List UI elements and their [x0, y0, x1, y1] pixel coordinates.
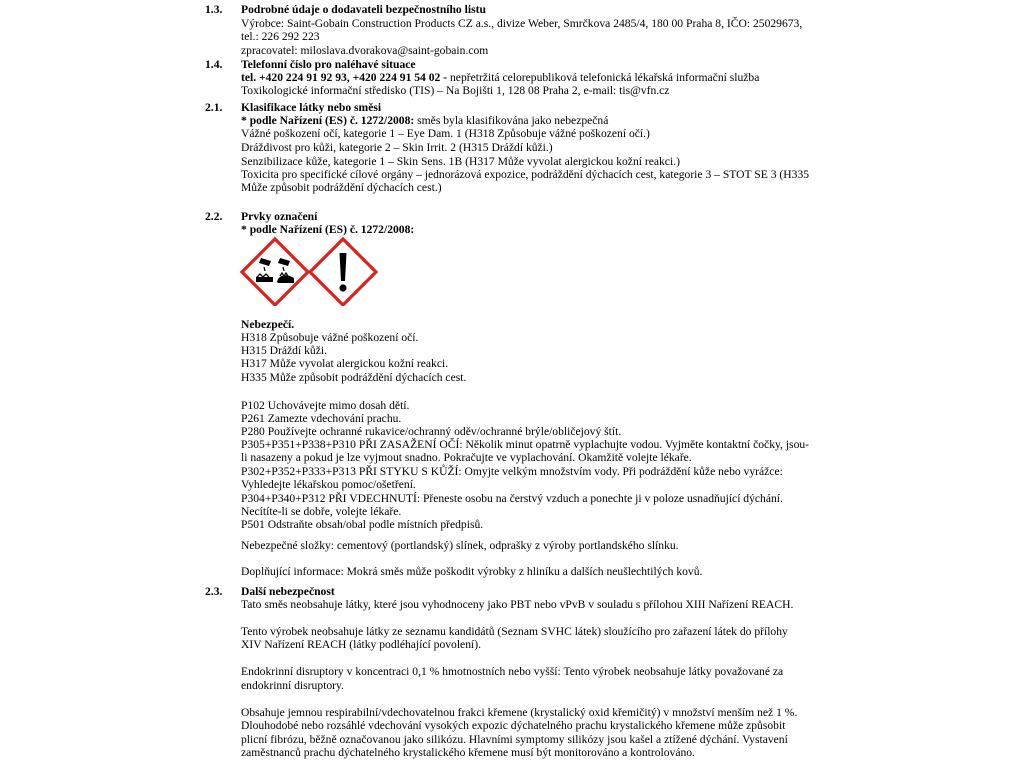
- classification-line: Dráždivost pro kůži, kategorie 2 – Skin Irrit. 2 (H315 Dráždí kůži.): [241, 141, 553, 154]
- section-title-2-2: Prvky označení: [241, 210, 318, 223]
- silica-line: plicní fibrózu, běžně označovanou jako silikózu. Hlavními symptomy silikózy jsou kašel a ztížené dýchání. Vystavení: [241, 733, 788, 746]
- classification-regulation: [241, 115, 608, 128]
- endocrine-line: Endokrinní disruptory v koncentraci 0,1 % hmotnostních nebo vyšší: Tento výrobek neobsahuje látky považované za: [241, 665, 784, 678]
- ghs-pictograms: [240, 236, 378, 306]
- classification-line: Senzibilizace kůže, kategorie 1 – Skin Sens. 1B (H317 Může vyvolat alergickou kožní reakci.): [241, 155, 680, 168]
- p-statement: li nasazeny a pokud je lze vyjmout snadno. Pokračujte ve vyplachování. Okamžitě volejte lékaře.: [241, 451, 692, 464]
- signal-word: Nebezpečí.: [241, 318, 295, 331]
- silica-line: zaměstnanců prachu dýchatelného krystalického křemene musí být monitorováno a kontrolováno.: [241, 746, 695, 759]
- h-statement: H317 Může vyvolat alergickou kožní reakci.: [241, 357, 449, 370]
- regulation-desc: směs byla klasifikována jako nebezpečná: [414, 114, 609, 127]
- h-statement: H315 Dráždí kůži.: [241, 344, 327, 357]
- h-statement: H335 Může způsobit podráždění dýchacích cest.: [241, 371, 467, 384]
- corrosion-icon: [242, 239, 308, 305]
- tis-info: Toxikologické informační středisko (TIS) – Na Bojišti 1, 128 08 Praha 2, e-mail: tis@vfn.cz: [241, 84, 670, 97]
- svhc-line: Tento výrobek neobsahuje látky ze seznamu kandidátů (Seznam SVHC látek) sloužícího pro zařazení látek do přílohy: [241, 625, 788, 638]
- silica-line: Dlouhodobé nebo rozsáhlé vdechování vysokých expozic dýchatelného prachu krystalického křemene může způsobit: [241, 719, 786, 732]
- classification-line: Vážné poškození očí, kategorie 1 – Eye Dam. 1 (H318 Způsobuje vážné poškození očí.): [241, 127, 650, 140]
- section-number-1-3: 1.3.: [205, 3, 223, 16]
- p-statement: P501 Odstraňte obsah/obal podle místních předpisů.: [241, 518, 484, 531]
- section-title-2-1: Klasifikace látky nebo směsi: [241, 101, 382, 114]
- supplier-line-2: tel.: 226 292 223: [241, 30, 320, 43]
- h-statement: H318 Způsobuje vážné poškození očí.: [241, 331, 419, 344]
- section-number-1-4: 1.4.: [205, 58, 223, 71]
- p-statement: P302+P352+P333+P313 PŘI STYKU S KŮŽÍ: Omyjte velkým množstvím vody. Při podráždění kůže nebo vyrážce:: [241, 465, 783, 478]
- section-number-2-2: 2.2.: [205, 210, 223, 223]
- regulation-ref: * podle Nařízení (ES) č. 1272/2008:: [241, 114, 415, 127]
- p-statement: P304+P340+P312 PŘI VDECHNUTÍ: Přeneste osobu na čerstvý vzduch a ponechte ji v poloze usnadňující dýchání.: [241, 492, 783, 505]
- section-title-1-3: Podrobné údaje o dodavateli bezpečnostního listu: [241, 3, 486, 16]
- p-statement: P102 Uchovávejte mimo dosah dětí.: [241, 399, 410, 412]
- supplier-line-1: Výrobce: Saint-Gobain Construction Products CZ a.s., divize Weber, Smrčkova 2485/4, 180 00 Praha 8, IČO: 25029673,: [241, 17, 803, 30]
- hazardous-components: Nebezpečné složky: cementový (portlandský) slínek, odprašky z výroby portlandského slínku.: [241, 539, 679, 552]
- p-statement: Necítíte-li se dobře, volejte lékaře.: [241, 505, 402, 518]
- section-title-1-4: Telefonní číslo pro naléhavé situace: [241, 58, 416, 71]
- pbt-statement: Tato směs neobsahuje látky, které jsou vyhodnoceny jako PBT nebo vPvB v souladu s přílohou XIII Nařízení REACH.: [241, 598, 794, 611]
- emergency-phones: [241, 72, 759, 85]
- silica-line: Obsahuje jemnou respirabilní/vdechovatelnou frakci křemene (krystalický oxid křemičitý) v množství menším než 1 %.: [241, 706, 798, 719]
- p-statement: P261 Zamezte vdechování prachu.: [241, 412, 402, 425]
- p-statement: P305+P351+P338+P310 PŘI ZASAŽENÍ OČÍ: Několik minut opatrně vyplachujte vodou. Vyjměte kontaktní čočky, jsou-: [241, 438, 810, 451]
- section-number-2-1: 2.1.: [205, 101, 223, 114]
- exclamation-icon: [310, 239, 376, 305]
- section-number-2-3: 2.3.: [205, 585, 223, 598]
- p-statement: P280 Používejte ochranné rukavice/ochranný oděv/ochranné brýle/obličejový štít.: [241, 425, 622, 438]
- phone-numbers: tel. +420 224 91 92 93, +420 224 91 54 02 -: [241, 71, 448, 84]
- labelling-regulation: * podle Nařízení (ES) č. 1272/2008:: [241, 223, 415, 236]
- endocrine-line: endokrinní disruptory.: [241, 679, 344, 692]
- phone-service-desc: nepřetržitá celorepubliková telefonická lékařská informační služba: [447, 71, 760, 84]
- classification-line: Toxicita pro specifické cílové orgány – jednorázová expozice, podráždění dýchacích cest, kategorie 3 – STOT SE 3 (H335: [241, 168, 810, 181]
- p-statement: Vyhledejte lékařskou pomoc/ošetření.: [241, 478, 416, 491]
- processor-email: zpracovatel: miloslava.dvorakova@saint-gobain.com: [241, 44, 489, 57]
- section-title-2-3: Další nebezpečnost: [241, 585, 335, 598]
- supplementary-info: Doplňující informace: Mokrá směs může poškodit výrobky z hliníku a dalších neušlechtilých kovů.: [241, 565, 703, 578]
- svhc-line: XIV Nařízení REACH (látky podléhající povolení).: [241, 638, 481, 651]
- classification-line: Může způsobit podráždění dýchacích cest.): [241, 181, 442, 194]
